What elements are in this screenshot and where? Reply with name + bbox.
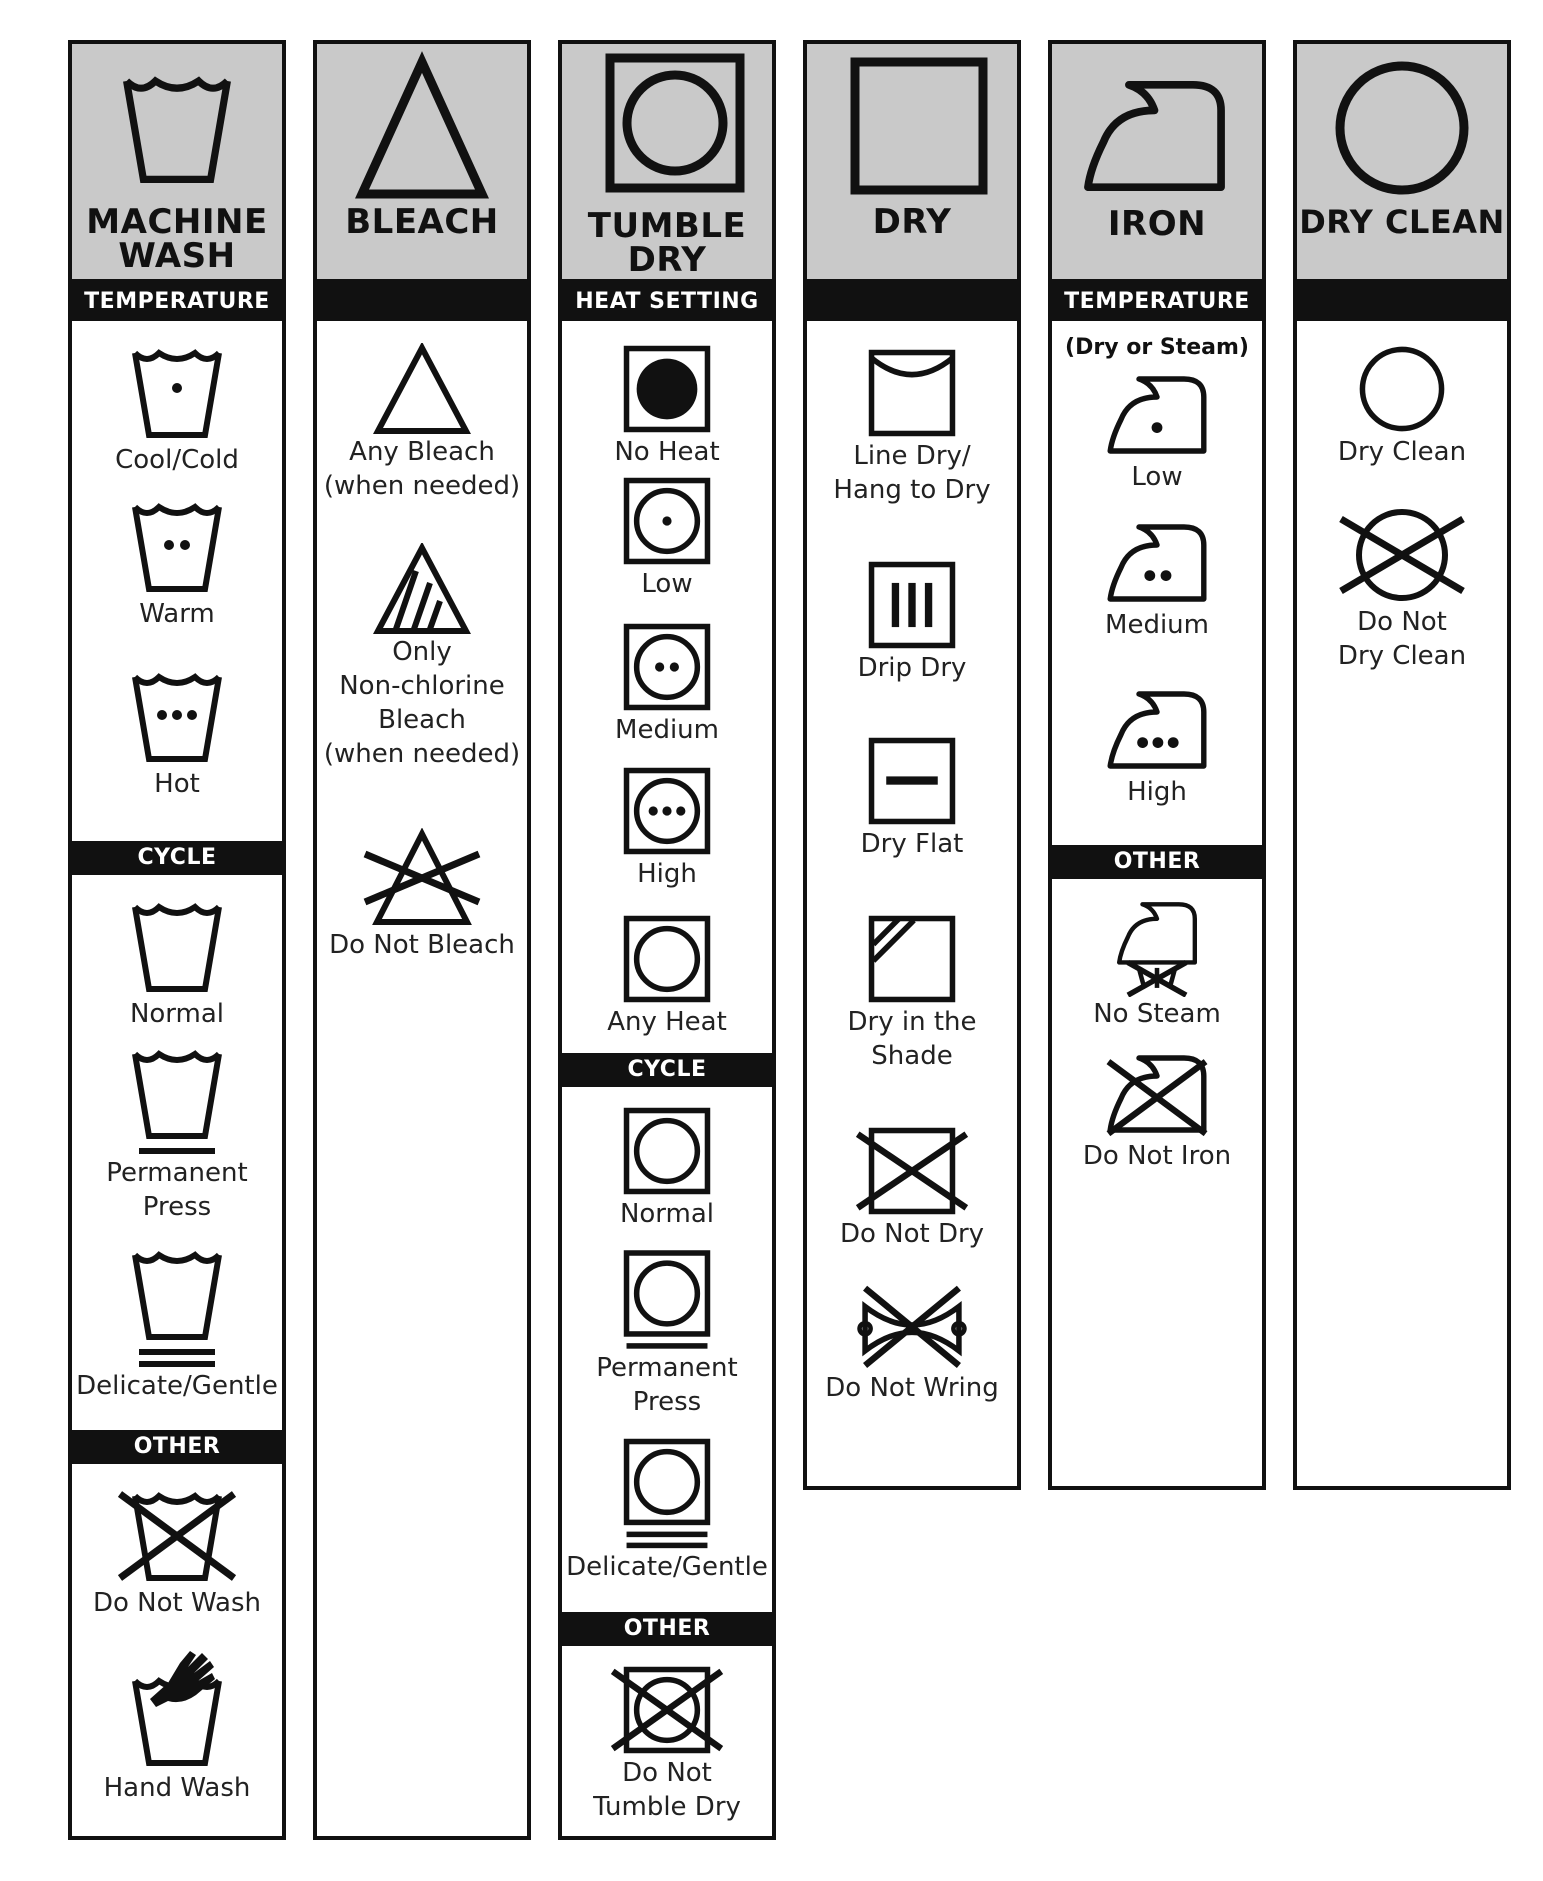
hand-wash-icon: [122, 1641, 232, 1771]
symbol-iron-high: [1052, 675, 1262, 845]
symbol-dry-clean: [1297, 321, 1507, 505]
tumble-medium-icon: [621, 621, 713, 713]
symbol-no-steam: [1052, 879, 1262, 1049]
symbol-do-not-bleach: [317, 828, 527, 988]
column-title: DRY CLEAN: [1299, 203, 1505, 241]
column-title: TUMBLE DRY: [587, 206, 747, 280]
no-heat-icon: [621, 343, 713, 435]
symbol-normal: [562, 1087, 772, 1247]
line-dry-icon: [866, 347, 958, 439]
section-header-blank: [317, 283, 527, 321]
iron-subheader: (Dry or Steam): [1065, 335, 1249, 360]
symbol-warm: [72, 491, 282, 663]
section-header-cycle: CYCLE: [72, 841, 282, 875]
section-header-blank: [807, 283, 1017, 321]
label: Hot: [154, 769, 200, 799]
dry-flat-icon: [866, 735, 958, 827]
label: Cool/Cold: [115, 445, 239, 475]
label: Do Not Dry: [839, 1219, 985, 1249]
drip-dry-icon: [866, 559, 958, 651]
symbol-iron-medium: [1052, 510, 1262, 675]
bleach-triangle-icon: [317, 44, 527, 204]
symbol-any-bleach: [317, 321, 527, 543]
label: Medium: [615, 715, 719, 745]
header-dry: [807, 44, 1017, 283]
dry-clean-circle-icon: [1297, 44, 1507, 204]
label: Delicate/Gentle: [76, 1371, 278, 1401]
symbol-line-dry: [807, 321, 1017, 539]
iron-low-icon: [1097, 370, 1217, 460]
symbol-delicate-gentle: [562, 1412, 772, 1612]
label: Do Not Tumble Dry: [593, 1758, 741, 1822]
label: Do Not Iron: [1082, 1141, 1232, 1171]
label: Do Not Bleach: [329, 930, 515, 960]
symbol-no-heat: [562, 321, 772, 469]
label: Hand Wash: [103, 1773, 251, 1803]
column-title: BLEACH: [345, 202, 499, 242]
column-title: DRY: [872, 202, 952, 242]
wash-tub-icon: [72, 44, 282, 204]
header-dry-clean: [1297, 44, 1507, 283]
label: Low: [641, 569, 693, 599]
section-header-other: OTHER: [1052, 845, 1262, 879]
symbol-do-not-iron: [1052, 1049, 1262, 1209]
label: Do Not Wash: [92, 1588, 261, 1618]
symbol-cool-cold: [72, 321, 282, 491]
label: Medium: [1105, 610, 1209, 640]
column-bleach: [313, 40, 531, 1840]
label: High: [637, 859, 697, 889]
dry-clean-icon: [1356, 343, 1448, 435]
tumble-high-icon: [621, 765, 713, 857]
tumble-permanent-press-icon: [621, 1247, 713, 1351]
symbol-do-not-dry-clean: [1297, 505, 1507, 705]
column-dry-clean: [1293, 40, 1511, 1490]
tumble-dry-icon: [562, 44, 772, 204]
any-heat-icon: [621, 913, 713, 1005]
iron-high-icon: [1097, 685, 1217, 775]
label: Delicate/Gentle: [566, 1552, 768, 1582]
symbol-hand-wash: [72, 1629, 282, 1819]
symbol-medium: [562, 615, 772, 763]
iron-medium-icon: [1097, 518, 1217, 608]
wash-cold-icon: [127, 343, 227, 443]
symbol-iron-low: [1052, 360, 1262, 510]
wash-hot-icon: [127, 667, 227, 767]
do-not-tumble-dry-icon: [602, 1664, 732, 1756]
wash-normal-icon: [127, 897, 227, 997]
do-not-wring-icon: [847, 1279, 977, 1371]
label: Drip Dry: [857, 653, 967, 683]
column-iron: [1048, 40, 1266, 1490]
header-tumble-dry: [562, 44, 772, 283]
header-bleach: [317, 44, 527, 283]
label: Dry Clean: [1337, 437, 1467, 467]
wash-delicate-icon: [127, 1245, 227, 1369]
symbol-low: [562, 469, 772, 615]
section-header-heat-setting: HEAT SETTING: [562, 283, 772, 321]
section-header-other: OTHER: [562, 1612, 772, 1646]
section-header-temperature: TEMPERATURE: [1052, 283, 1262, 321]
label: Only Non-chlorine Bleach (when needed): [323, 637, 521, 769]
column-tumble-dry: [558, 40, 776, 1840]
no-steam-icon: [1097, 897, 1217, 997]
label: No Heat: [614, 437, 720, 467]
section-header-other: OTHER: [72, 1430, 282, 1464]
label: Permanent Press: [596, 1353, 738, 1417]
column-machine-wash: [68, 40, 286, 1840]
wash-permanent-press-icon: [127, 1044, 227, 1156]
label: Normal: [619, 1199, 715, 1229]
non-chlorine-bleach-icon: [372, 543, 472, 635]
section-header-temperature: TEMPERATURE: [72, 283, 282, 321]
label: Permanent Press: [106, 1158, 248, 1222]
symbol-hot: [72, 663, 282, 841]
label: Dry in the Shade: [847, 1007, 977, 1071]
tumble-normal-icon: [621, 1105, 713, 1197]
header-machine-wash: [72, 44, 282, 283]
label: Normal: [129, 999, 225, 1029]
symbol-non-chlorine-bleach: [317, 543, 527, 828]
symbol-dry-flat: [807, 719, 1017, 899]
symbol-normal: [72, 875, 282, 1040]
label: High: [1127, 777, 1187, 807]
symbol-drip-dry: [807, 539, 1017, 719]
label: Low: [1131, 462, 1183, 492]
label: Any Heat: [607, 1007, 727, 1037]
do-not-dry-icon: [847, 1125, 977, 1217]
do-not-bleach-icon: [357, 828, 487, 928]
label: Line Dry/ Hang to Dry: [833, 441, 991, 505]
label: Dry Flat: [860, 829, 964, 859]
label: Do Not Wring: [825, 1373, 999, 1403]
do-not-iron-icon: [1097, 1049, 1217, 1139]
label: Do Not Dry Clean: [1337, 607, 1467, 671]
symbol-permanent-press: [72, 1040, 282, 1225]
section-header-cycle: CYCLE: [562, 1053, 772, 1087]
label: No Steam: [1093, 999, 1221, 1029]
symbol-do-not-wash: [72, 1464, 282, 1629]
dry-in-shade-icon: [866, 913, 958, 1005]
symbol-delicate-gentle: [72, 1225, 282, 1430]
header-iron: [1052, 44, 1262, 283]
column-title: MACHINE WASH: [86, 202, 268, 276]
symbol-any-heat: [562, 909, 772, 1053]
symbol-do-not-wring: [807, 1279, 1017, 1429]
symbol-permanent-press: [562, 1247, 772, 1417]
wash-warm-icon: [127, 497, 227, 597]
tumble-delicate-icon: [621, 1436, 713, 1550]
do-not-wash-icon: [112, 1486, 242, 1586]
column-title: IRON: [1107, 204, 1207, 244]
dry-square-icon: [807, 44, 1017, 204]
iron-icon: [1052, 44, 1262, 204]
any-bleach-icon: [372, 343, 472, 435]
do-not-dry-clean-icon: [1337, 505, 1467, 605]
section-header-blank: [1297, 283, 1507, 321]
label: Warm: [139, 599, 215, 629]
symbol-high: [562, 763, 772, 909]
label: Any Bleach (when needed): [323, 437, 521, 501]
symbol-dry-in-shade: [807, 899, 1017, 1109]
column-dry: [803, 40, 1021, 1490]
tumble-low-icon: [621, 475, 713, 567]
symbol-do-not-dry: [807, 1109, 1017, 1279]
symbol-do-not-tumble-dry: [562, 1646, 772, 1826]
